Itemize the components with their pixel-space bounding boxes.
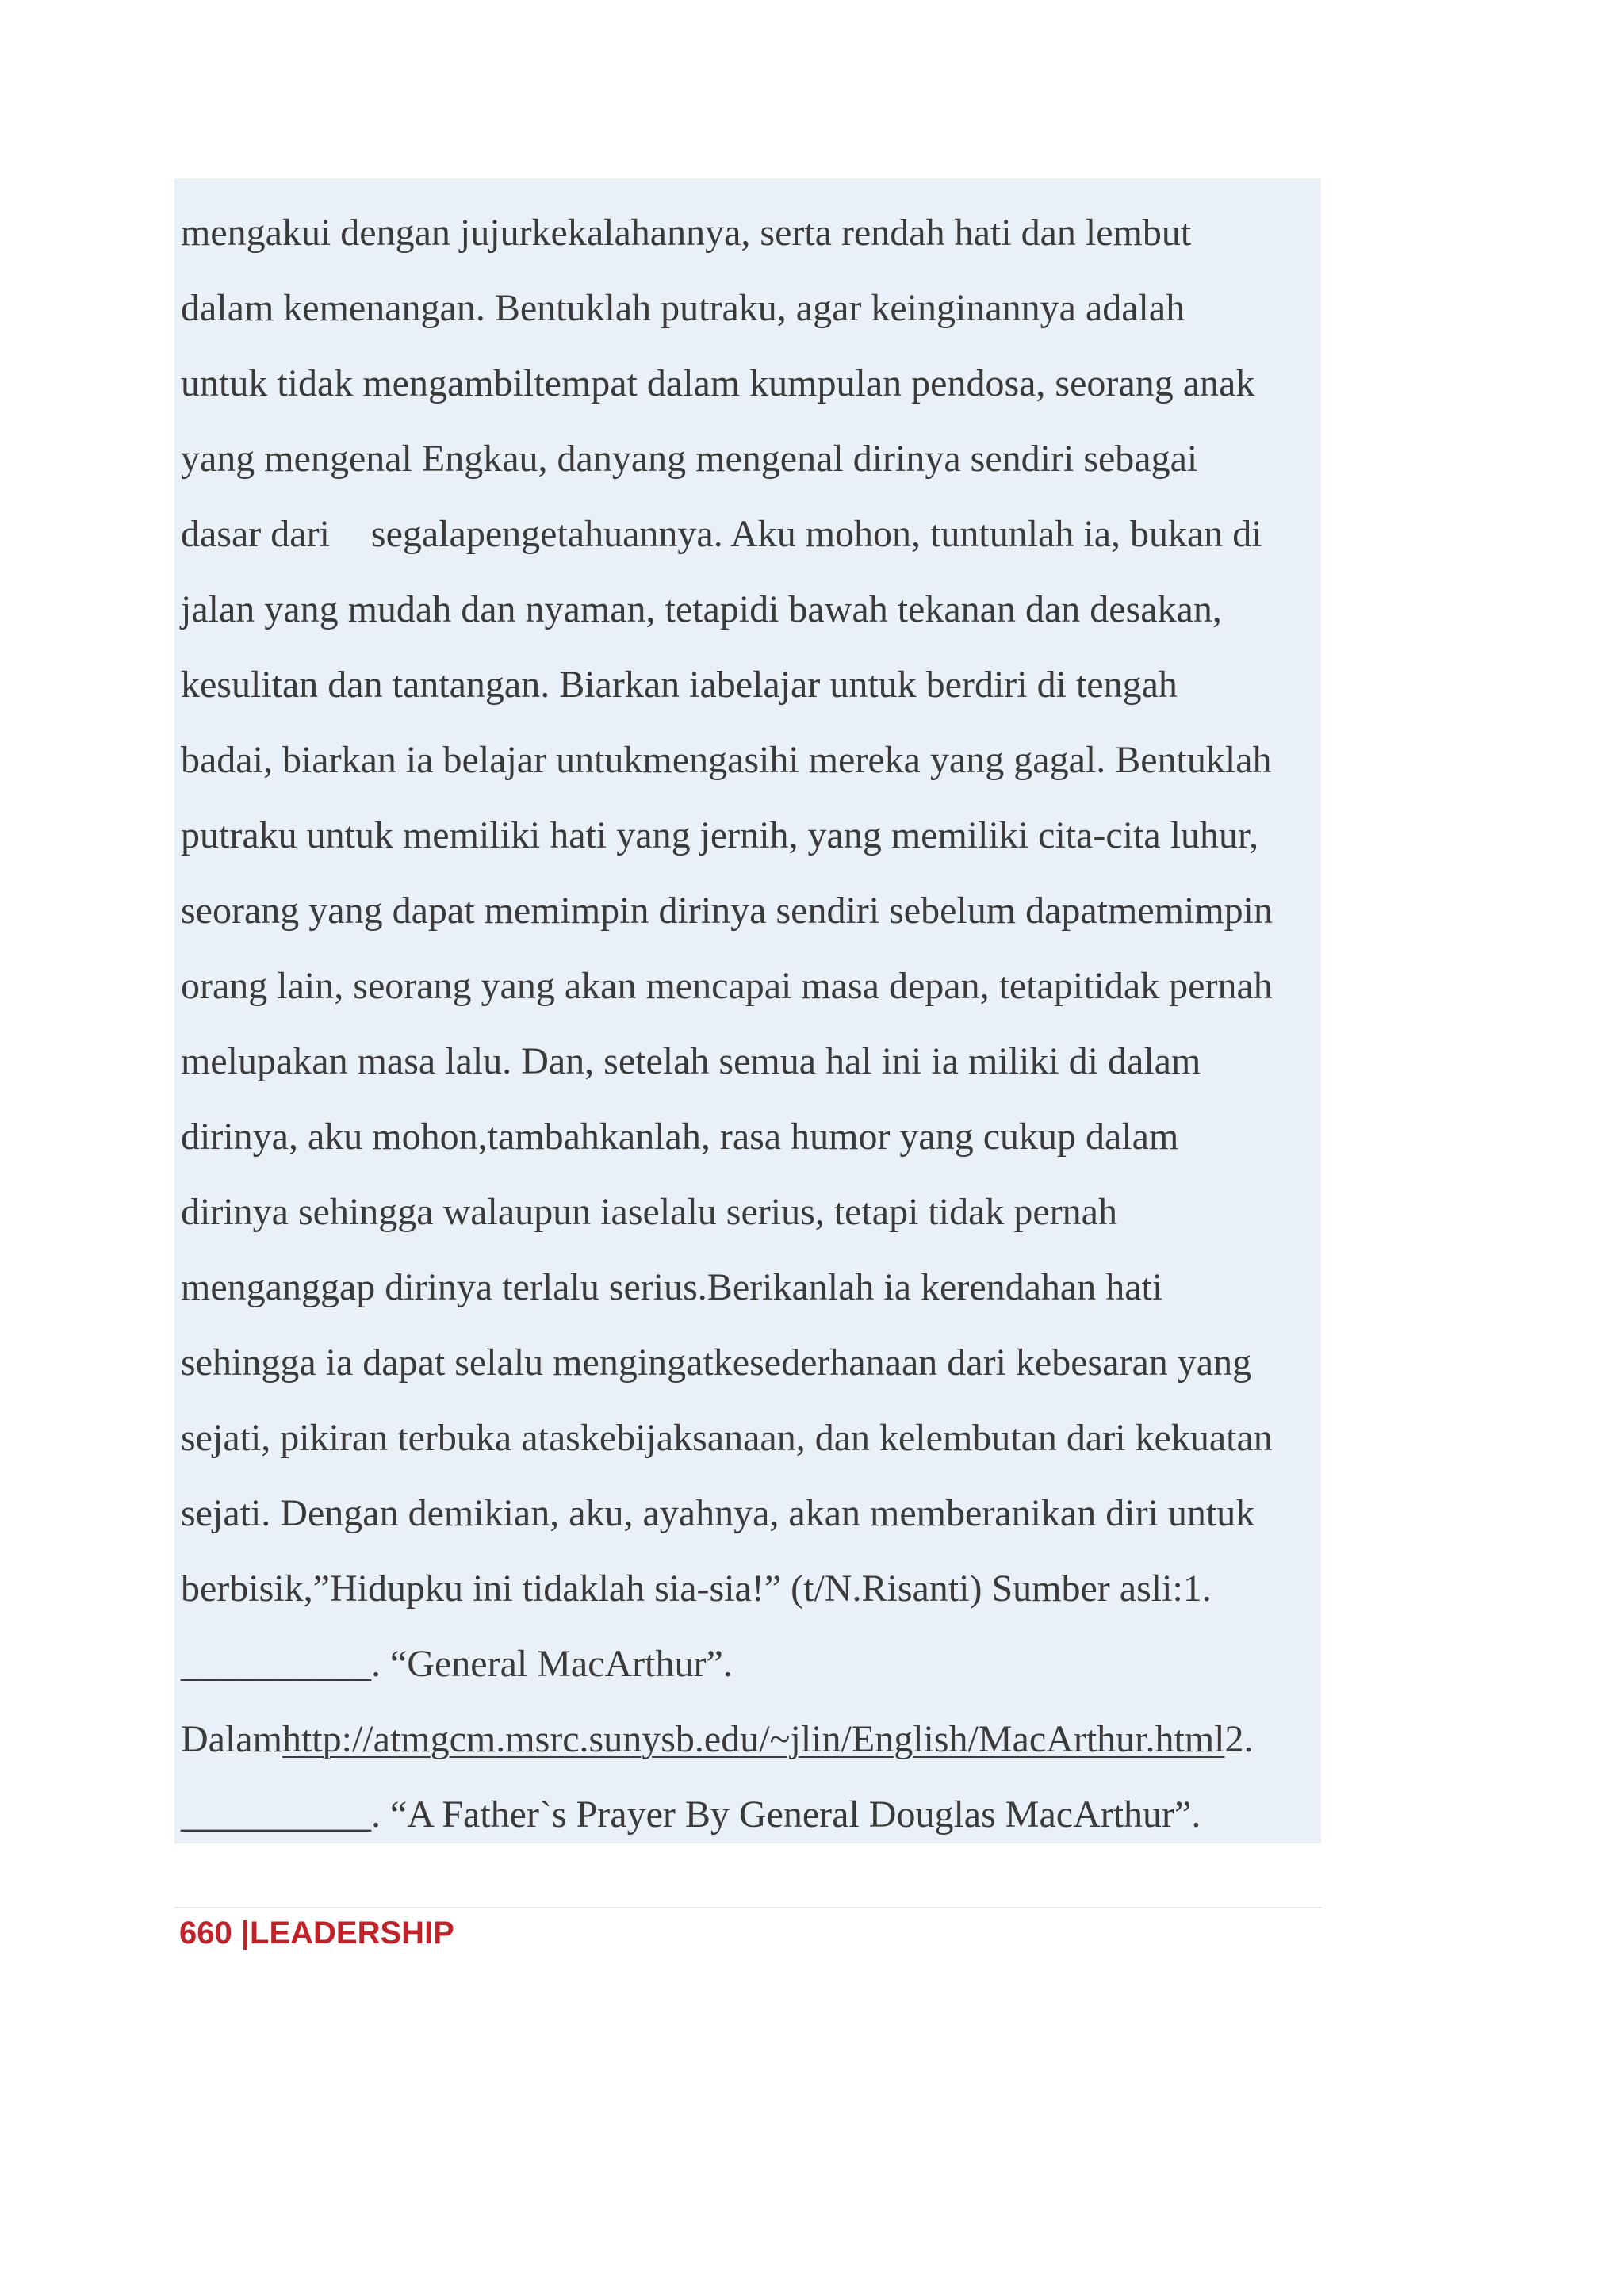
- reference-line: [181, 1718, 1254, 1760]
- text-line: yang mengenal Engkau, danyang mengenal dirinya sendiri sebagai: [181, 438, 1198, 480]
- text-line: menganggap dirinya terlalu serius.Berikanlah ia kerendahan hati: [181, 1266, 1163, 1308]
- text-line: dirinya, aku mohon,tambahkanlah, rasa humor yang cukup dalam: [181, 1116, 1179, 1158]
- reference-suffix: 2.: [1224, 1718, 1254, 1760]
- text-line: kesulitan dan tantangan. Biarkan iabelajar untuk berdiri di tengah: [181, 664, 1178, 706]
- highlighted-text-block: [174, 178, 1321, 1843]
- text-line: badai, biarkan ia belajar untukmengasihi mereka yang gagal. Bentuklah: [181, 739, 1272, 781]
- text-segment: dasar dari: [181, 513, 330, 555]
- text-line: [181, 515, 1262, 553]
- text-line: seorang yang dapat memimpin dirinya sendiri sebelum dapatmemimpin: [181, 890, 1273, 932]
- text-line: sehingga ia dapat selalu mengingatkesederhanaan dari kebesaran yang: [181, 1342, 1252, 1384]
- text-line: mengakui dengan jujurkekalahannya, serta rendah hati dan lembut: [181, 212, 1192, 254]
- text-line: __________. “A Father`s Prayer By General Douglas MacArthur”.: [181, 1793, 1201, 1836]
- page-footer-label: 660 |LEADERSHIP: [179, 1916, 454, 1950]
- text-line: untuk tidak mengambiltempat dalam kumpulan pendosa, seorang anak: [181, 362, 1255, 404]
- text-line: berbisik,”Hidupku ini tidaklah sia-sia!” (t/N.Risanti) Sumber asli:1.: [181, 1568, 1212, 1610]
- footer-divider: [174, 1907, 1321, 1908]
- reference-prefix: Dalam: [181, 1718, 282, 1760]
- text-line: orang lain, seorang yang akan mencapai masa depan, tetapitidak pernah: [181, 965, 1273, 1007]
- text-line: __________. “General MacArthur”.: [181, 1643, 733, 1685]
- text-line: sejati, pikiran terbuka ataskebijaksanaan, dan kelembutan dari kekuatan: [181, 1417, 1273, 1459]
- text-line: putraku untuk memiliki hati yang jernih, yang memiliki cita-cita luhur,: [181, 814, 1259, 856]
- text-line: dirinya sehingga walaupun iaselalu serius, tetapi tidak pernah: [181, 1191, 1117, 1233]
- text-line: dalam kemenangan. Bentuklah putraku, agar keinginannya adalah: [181, 287, 1185, 329]
- text-line: sejati. Dengan demikian, aku, ayahnya, akan memberanikan diri untuk: [181, 1492, 1255, 1534]
- text-line: jalan yang mudah dan nyaman, tetapidi bawah tekanan dan desakan,: [181, 588, 1222, 630]
- reference-link[interactable]: http://atmgcm.msrc.sunysb.edu/~jlin/English/MacArthur.html: [282, 1718, 1225, 1760]
- text-line: melupakan masa lalu. Dan, setelah semua hal ini ia miliki di dalam: [181, 1040, 1201, 1082]
- text-segment: segalapengetahuannya. Aku mohon, tuntunlah ia, bukan di: [370, 513, 1262, 555]
